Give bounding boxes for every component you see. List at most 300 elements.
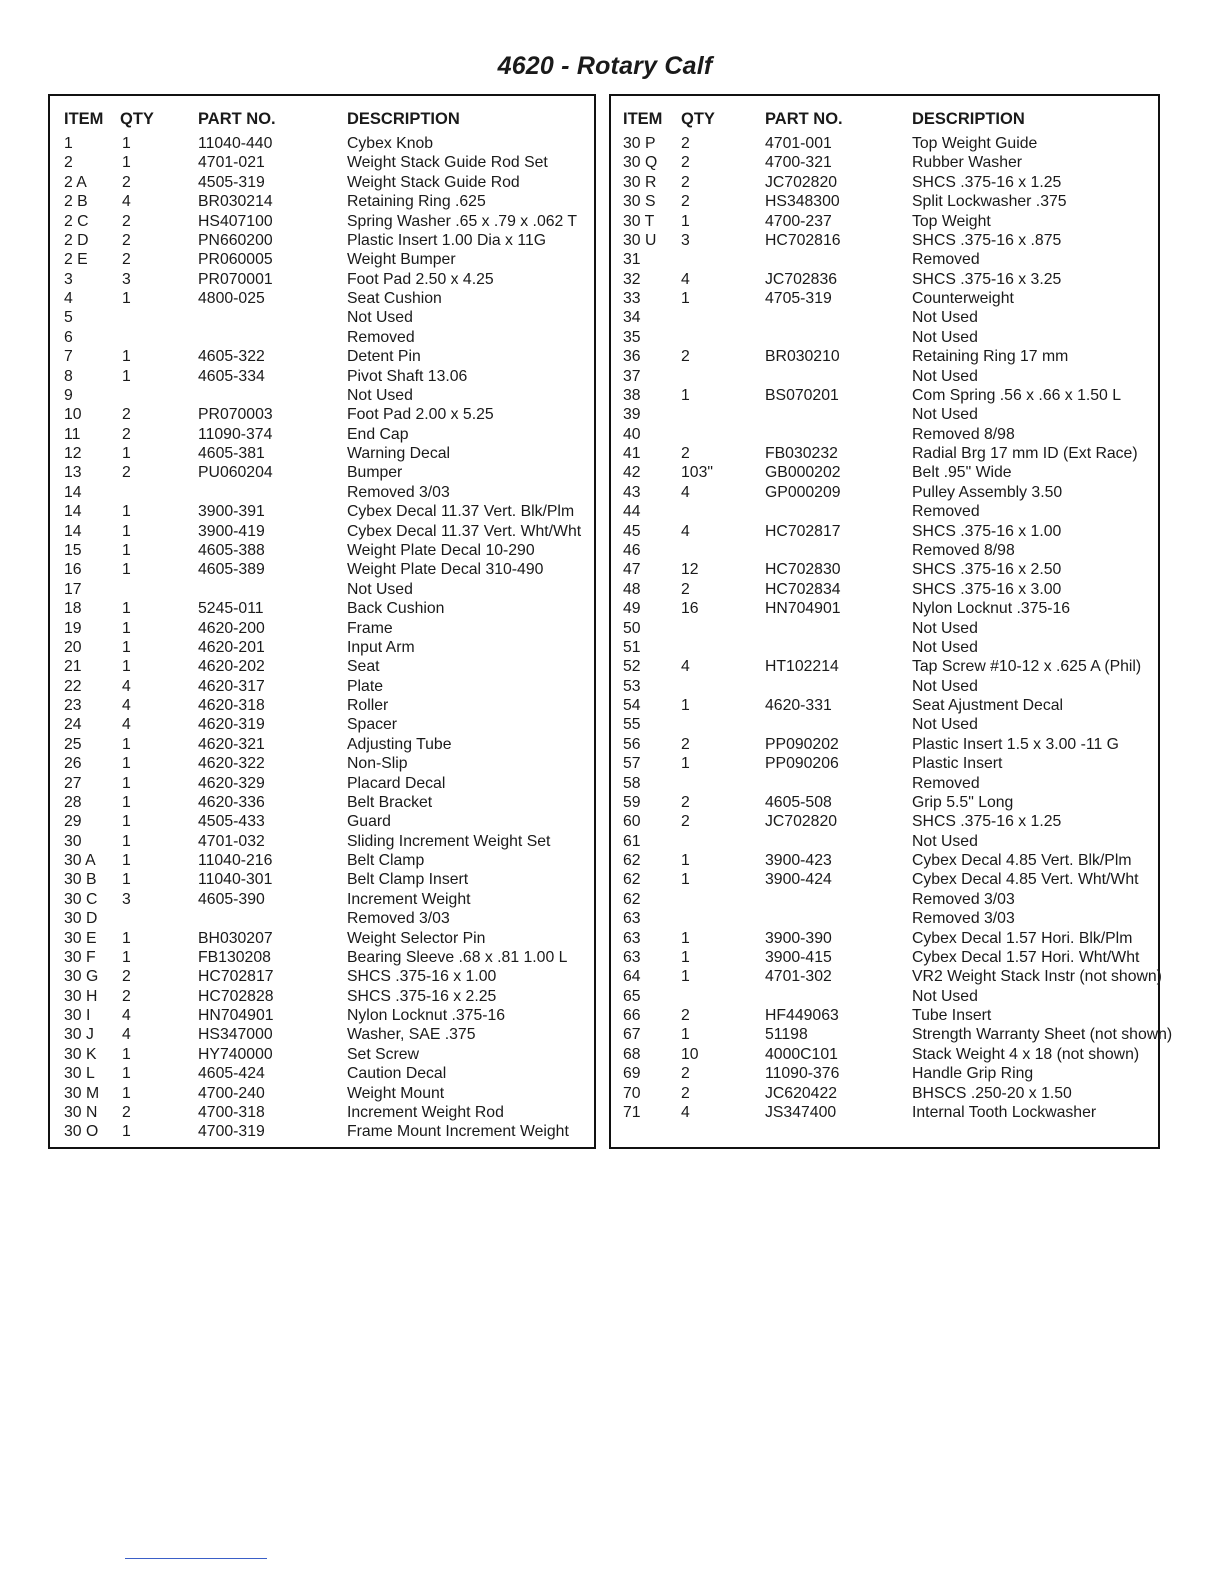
part-no-cell: 3900-419 — [198, 522, 265, 540]
table-row — [611, 929, 1158, 948]
description-cell: Plate — [347, 677, 384, 695]
part-no-cell: PN660200 — [198, 231, 273, 249]
description-cell: Removed — [912, 503, 980, 521]
description-cell: Frame Mount Increment Weight — [347, 1123, 569, 1141]
description-cell: Removed 3/03 — [347, 910, 450, 928]
description-cell: Washer, SAE .375 — [347, 1026, 476, 1044]
table-row — [611, 173, 1158, 192]
description-cell: Placard Decal — [347, 774, 446, 792]
item-cell: 29 — [64, 813, 82, 831]
description-cell: Tube Insert — [912, 1007, 992, 1025]
part-no-cell: 4605-508 — [765, 793, 832, 811]
description-cell: Pivot Shaft 13.06 — [347, 367, 468, 385]
qty-cell: 1 — [122, 619, 131, 637]
item-cell: 58 — [623, 774, 641, 792]
description-cell: SHCS .375-16 x 2.50 — [912, 561, 1062, 579]
item-cell: 30 P — [623, 135, 656, 152]
part-no-cell: 51198 — [765, 1026, 808, 1044]
part-no-cell: 4620-329 — [198, 774, 265, 792]
description-cell: Cybex Decal 4.85 Vert. Blk/Plm — [912, 852, 1132, 870]
item-cell: 48 — [623, 580, 641, 598]
item-cell: 30 L — [64, 1065, 95, 1083]
item-cell: 30 — [64, 832, 82, 850]
description-cell: Cybex Decal 11.37 Vert. Blk/Plm — [347, 503, 575, 521]
item-cell: 59 — [623, 793, 641, 811]
part-no-cell: 3900-415 — [765, 948, 832, 966]
qty-cell: 1 — [122, 852, 131, 870]
part-no-cell: 4620-336 — [198, 793, 265, 811]
table-row — [611, 657, 1158, 676]
part-no-cell: JC702820 — [765, 813, 838, 831]
table-row — [611, 890, 1158, 909]
description-cell: Weight Stack Guide Rod Set — [347, 154, 548, 172]
table-row — [50, 735, 594, 754]
description-cell: Removed — [912, 251, 980, 269]
qty-cell: 1 — [122, 367, 131, 385]
part-no-cell: 11040-301 — [198, 871, 273, 889]
qty-cell: 1 — [122, 832, 131, 850]
description-cell: Top Weight — [912, 212, 991, 230]
table-row — [611, 1064, 1158, 1083]
qty-cell: 1 — [681, 871, 690, 889]
item-cell: 4 — [64, 290, 73, 308]
item-cell: 53 — [623, 677, 641, 695]
item-cell: 12 — [64, 445, 82, 463]
table-row — [611, 153, 1158, 172]
item-cell: 47 — [623, 561, 641, 579]
item-cell: 68 — [623, 1045, 641, 1063]
item-cell: 60 — [623, 813, 641, 831]
description-cell: Split Lockwasher .375 — [912, 193, 1067, 211]
part-no-cell: HC702816 — [765, 231, 841, 249]
parts-table-right — [609, 94, 1173, 1149]
part-no-cell: JS347400 — [765, 1104, 837, 1121]
description-cell: Removed 3/03 — [912, 890, 1015, 908]
table-row — [611, 832, 1158, 851]
qty-cell: 4 — [122, 1026, 131, 1044]
table-row — [50, 793, 594, 812]
description-cell: Not Used — [912, 677, 978, 695]
description-cell: Foot Pad 2.00 x 5.25 — [347, 406, 494, 424]
part-no-cell: 4605-389 — [198, 561, 265, 579]
qty-cell: 1 — [122, 1065, 131, 1083]
description-cell: SHCS .375-16 x 2.25 — [347, 987, 497, 1005]
qty-cell: 2 — [681, 348, 690, 366]
table-row — [50, 502, 594, 521]
part-no-cell: PR060005 — [198, 251, 273, 269]
qty-cell: 4 — [681, 270, 690, 288]
qty-cell: 1 — [122, 638, 131, 656]
description-cell: Removed 8/98 — [912, 425, 1015, 443]
item-cell: 11 — [64, 425, 81, 443]
item-cell: 30 Q — [623, 154, 658, 172]
qty-cell: 1 — [681, 697, 690, 715]
description-cell: Not Used — [912, 367, 978, 385]
item-cell: 30 N — [64, 1104, 98, 1121]
footer-rule — [125, 1558, 267, 1559]
item-cell: 28 — [64, 793, 82, 811]
qty-cell: 2 — [681, 193, 690, 211]
item-cell: 62 — [623, 852, 641, 870]
table-row — [611, 677, 1158, 696]
part-no-cell: HT102214 — [765, 658, 839, 676]
table-row — [50, 1006, 594, 1025]
description-cell: Removed — [912, 774, 980, 792]
qty-cell: 1 — [122, 929, 131, 947]
qty-cell: 2 — [681, 445, 690, 463]
table-row — [50, 367, 594, 386]
table-row — [611, 270, 1158, 289]
part-no-cell: 4000C101 — [765, 1045, 838, 1063]
description-cell: Weight Plate Decal 10-290 — [347, 541, 535, 559]
qty-cell: 1 — [122, 290, 131, 308]
part-no-cell: JC620422 — [765, 1084, 838, 1102]
description-cell: Nylon Locknut .375-16 — [347, 1007, 506, 1025]
table-row — [50, 851, 594, 870]
table-row — [611, 812, 1158, 831]
item-cell: 2 C — [64, 212, 89, 230]
part-no-cell: 4605-334 — [198, 367, 265, 385]
part-no-cell: HC702828 — [198, 987, 274, 1005]
description-cell: Stack Weight 4 x 18 (not shown) — [912, 1045, 1140, 1063]
part-no-cell: HY740000 — [198, 1045, 273, 1063]
description-cell: Frame — [347, 619, 393, 637]
description-cell: Bumper — [347, 464, 403, 482]
table-row — [50, 483, 594, 502]
table-row — [611, 967, 1162, 986]
description-cell: Not Used — [912, 328, 978, 346]
description-cell: Strength Warranty Sheet (not shown) — [912, 1026, 1173, 1044]
table-row — [50, 444, 594, 463]
table-row — [611, 386, 1158, 405]
qty-cell: 1 — [122, 522, 131, 540]
qty-cell: 1 — [122, 503, 131, 521]
item-cell: 30 D — [64, 910, 98, 928]
description-cell: Removed — [347, 328, 415, 346]
qty-cell: 2 — [681, 173, 690, 191]
item-cell: 67 — [623, 1026, 641, 1044]
part-no-cell: 3900-423 — [765, 852, 832, 870]
table-row — [611, 774, 1158, 793]
table-row — [611, 522, 1158, 541]
qty-cell: 1 — [122, 813, 131, 831]
table-row — [611, 444, 1158, 463]
description-cell: Adjusting Tube — [347, 735, 452, 753]
qty-cell: 4 — [681, 483, 690, 501]
item-cell: 70 — [623, 1084, 641, 1102]
item-cell: 26 — [64, 755, 82, 773]
part-no-cell: 4701-021 — [198, 154, 265, 172]
description-cell: Retaining Ring .625 — [347, 193, 486, 211]
table-row — [611, 192, 1158, 211]
table-row — [611, 870, 1158, 889]
header-part-no: PART NO. — [198, 110, 276, 128]
part-no-cell: HC702834 — [765, 580, 841, 598]
qty-cell: 2 — [122, 212, 131, 230]
description-cell: Spring Washer .65 x .79 x .062 T — [347, 212, 578, 230]
item-cell: 30 H — [64, 987, 98, 1005]
part-no-cell: 4605-322 — [198, 348, 265, 366]
description-cell: Increment Weight — [347, 890, 471, 908]
item-cell: 34 — [623, 309, 641, 327]
qty-cell: 1 — [681, 755, 690, 773]
item-cell: 57 — [623, 755, 641, 773]
table-row — [50, 212, 594, 231]
part-no-cell: 4605-381 — [198, 445, 265, 463]
table-row — [50, 270, 594, 289]
description-cell: Not Used — [347, 386, 413, 404]
item-cell: 5 — [64, 309, 73, 327]
item-cell: 2 B — [64, 193, 88, 211]
description-cell: Not Used — [912, 619, 978, 637]
table-row — [50, 909, 594, 928]
table-row — [611, 1045, 1158, 1064]
qty-cell: 4 — [122, 697, 131, 715]
parts-table-left — [48, 94, 596, 1149]
table-row — [50, 522, 594, 541]
table-row — [50, 1045, 594, 1064]
table-row — [50, 657, 594, 676]
table-row — [611, 405, 1158, 424]
header-item: ITEM — [64, 110, 104, 128]
qty-cell: 1 — [681, 852, 690, 870]
part-no-cell: 4505-433 — [198, 813, 265, 831]
item-cell: 7 — [64, 348, 73, 366]
item-cell: 55 — [623, 716, 641, 734]
item-cell: 71 — [623, 1104, 641, 1121]
description-cell: Weight Selector Pin — [347, 929, 486, 947]
description-cell: Belt .95" Wide — [912, 464, 1012, 482]
table-row — [50, 173, 594, 192]
description-cell: SHCS .375-16 x 3.25 — [912, 270, 1062, 288]
part-no-cell: 4620-331 — [765, 697, 832, 715]
table-row — [50, 386, 594, 405]
qty-cell: 2 — [122, 251, 131, 269]
part-no-cell: 4800-025 — [198, 290, 265, 308]
qty-cell: 4 — [681, 522, 690, 540]
qty-cell: 1 — [122, 793, 131, 811]
qty-cell: 2 — [681, 1065, 690, 1083]
description-cell: Not Used — [912, 832, 978, 850]
part-no-cell: BS070201 — [765, 386, 839, 404]
item-cell: 62 — [623, 890, 641, 908]
part-no-cell: PU060204 — [198, 464, 273, 482]
description-cell: Not Used — [912, 406, 978, 424]
part-no-cell: 4605-388 — [198, 541, 265, 559]
part-no-cell: 4701-302 — [765, 968, 832, 986]
item-cell: 24 — [64, 716, 82, 734]
description-cell: Increment Weight Rod — [347, 1104, 504, 1121]
table-row — [50, 1064, 594, 1083]
qty-cell: 2 — [122, 425, 131, 443]
item-cell: 52 — [623, 658, 641, 676]
table-row — [50, 715, 594, 734]
part-no-cell: FB130208 — [198, 948, 271, 966]
description-cell: SHCS .375-16 x .875 — [912, 231, 1062, 249]
part-no-cell: BR030210 — [765, 348, 840, 366]
description-cell: Counterweight — [912, 290, 1014, 308]
qty-cell: 1 — [122, 135, 131, 152]
item-cell: 40 — [623, 425, 641, 443]
item-cell: 15 — [64, 541, 82, 559]
table-row — [50, 250, 594, 269]
item-cell: 69 — [623, 1065, 641, 1083]
description-cell: Com Spring .56 x .66 x 1.50 L — [912, 386, 1121, 404]
table-row — [50, 153, 594, 172]
qty-cell: 3 — [681, 231, 690, 249]
table-row — [50, 231, 594, 250]
qty-cell: 12 — [681, 561, 699, 579]
table-row — [611, 134, 1158, 153]
part-no-cell: HS348300 — [765, 193, 840, 211]
table-row — [50, 1103, 594, 1122]
item-cell: 14 — [64, 503, 82, 521]
item-cell: 46 — [623, 541, 641, 559]
part-no-cell: 4700-237 — [765, 212, 832, 230]
item-cell: 38 — [623, 386, 641, 404]
item-cell: 63 — [623, 910, 641, 928]
description-cell: Retaining Ring 17 mm — [912, 348, 1069, 366]
item-cell: 41 — [623, 445, 641, 463]
item-cell: 62 — [623, 871, 641, 889]
part-no-cell: 4620-322 — [198, 755, 265, 773]
header-qty: QTY — [120, 110, 154, 128]
item-cell: 63 — [623, 948, 641, 966]
description-cell: Input Arm — [347, 638, 415, 656]
description-cell: Weight Stack Guide Rod — [347, 173, 520, 191]
qty-cell: 103" — [681, 464, 713, 482]
table-row — [611, 212, 1158, 231]
part-no-cell: GB000202 — [765, 464, 841, 482]
item-cell: 61 — [623, 832, 641, 850]
item-cell: 30 M — [64, 1084, 100, 1102]
table-row — [50, 425, 594, 444]
description-cell: SHCS .375-16 x 1.25 — [912, 813, 1062, 831]
table-header — [50, 110, 594, 132]
qty-cell: 1 — [681, 948, 690, 966]
item-cell: 44 — [623, 503, 641, 521]
qty-cell: 2 — [122, 1104, 131, 1121]
description-cell: Nylon Locknut .375-16 — [912, 600, 1071, 618]
qty-cell: 1 — [122, 1045, 131, 1063]
item-cell: 63 — [623, 929, 641, 947]
description-cell: Seat Cushion — [347, 290, 442, 308]
description-cell: Rubber Washer — [912, 154, 1023, 172]
table-row — [50, 754, 594, 773]
qty-cell: 1 — [122, 948, 131, 966]
part-no-cell: HC702830 — [765, 561, 841, 579]
table-row — [50, 134, 594, 153]
item-cell: 23 — [64, 697, 82, 715]
description-cell: Back Cushion — [347, 600, 445, 618]
table-row — [611, 599, 1158, 618]
table-row — [611, 851, 1158, 870]
item-cell: 30 B — [64, 871, 97, 889]
part-no-cell: HF449063 — [765, 1007, 839, 1025]
item-cell: 51 — [623, 638, 641, 656]
description-cell: Not Used — [912, 638, 978, 656]
qty-cell: 2 — [122, 968, 131, 986]
table-row — [611, 793, 1158, 812]
item-cell: 30 I — [64, 1007, 91, 1025]
qty-cell: 1 — [681, 386, 690, 404]
qty-cell: 2 — [122, 231, 131, 249]
item-cell: 2 — [64, 154, 73, 172]
table-row — [611, 347, 1158, 366]
qty-cell: 2 — [681, 813, 690, 831]
qty-cell: 4 — [122, 677, 131, 695]
part-no-cell: 4620-200 — [198, 619, 265, 637]
description-cell: Caution Decal — [347, 1065, 447, 1083]
part-no-cell: 4605-424 — [198, 1065, 265, 1083]
description-cell: Belt Bracket — [347, 793, 433, 811]
part-no-cell: HN704901 — [198, 1007, 274, 1025]
table-row — [50, 347, 594, 366]
page-title: 4620 - Rotary Calf — [497, 52, 713, 80]
description-cell: Not Used — [912, 987, 978, 1005]
part-no-cell: 4700-321 — [765, 154, 832, 172]
table-row — [611, 367, 1158, 386]
description-cell: Belt Clamp Insert — [347, 871, 469, 889]
description-cell: Seat Ajustment Decal — [912, 697, 1064, 715]
part-no-cell: PR070001 — [198, 270, 273, 288]
qty-cell: 2 — [681, 1084, 690, 1102]
part-no-cell: 4620-201 — [198, 638, 265, 656]
table-row — [611, 619, 1158, 638]
part-no-cell: 4620-202 — [198, 658, 265, 676]
description-cell: BHSCS .250-20 x 1.50 — [912, 1084, 1072, 1102]
item-cell: 14 — [64, 522, 82, 540]
description-cell: Foot Pad 2.50 x 4.25 — [347, 270, 494, 288]
item-cell: 30 U — [623, 231, 657, 249]
item-cell: 9 — [64, 386, 73, 404]
description-cell: Detent Pin — [347, 348, 421, 366]
part-no-cell: PP090202 — [765, 735, 839, 753]
description-cell: Belt Clamp — [347, 852, 425, 870]
table-row — [611, 1006, 1158, 1025]
description-cell: Radial Brg 17 mm ID (Ext Race) — [912, 445, 1138, 463]
part-no-cell: 4700-318 — [198, 1104, 265, 1121]
table-row — [611, 909, 1158, 928]
item-cell: 30 E — [64, 929, 97, 947]
description-cell: Sliding Increment Weight Set — [347, 832, 551, 850]
qty-cell: 2 — [681, 793, 690, 811]
qty-cell: 4 — [122, 716, 131, 734]
item-cell: 56 — [623, 735, 641, 753]
item-cell: 35 — [623, 328, 641, 346]
part-no-cell: 4700-319 — [198, 1123, 265, 1141]
table-row — [50, 987, 594, 1006]
part-no-cell: HN704901 — [765, 600, 841, 618]
description-cell: Not Used — [347, 580, 413, 598]
description-cell: Top Weight Guide — [912, 135, 1038, 152]
header-part-no: PART NO. — [765, 110, 843, 128]
description-cell: Removed 3/03 — [347, 483, 450, 501]
qty-cell: 1 — [681, 1026, 690, 1044]
item-cell: 14 — [64, 483, 82, 501]
description-cell: VR2 Weight Stack Instr (not shown) — [912, 968, 1162, 986]
description-cell: Plastic Insert — [912, 755, 1003, 773]
item-cell: 31 — [623, 251, 641, 269]
part-no-cell: 4620-319 — [198, 716, 265, 734]
item-cell: 2 D — [64, 231, 89, 249]
item-cell: 21 — [64, 658, 82, 676]
item-cell: 27 — [64, 774, 82, 792]
part-no-cell: FB030232 — [765, 445, 838, 463]
header-description: DESCRIPTION — [912, 110, 1025, 128]
item-cell: 36 — [623, 348, 641, 366]
part-no-cell: HS407100 — [198, 212, 273, 230]
